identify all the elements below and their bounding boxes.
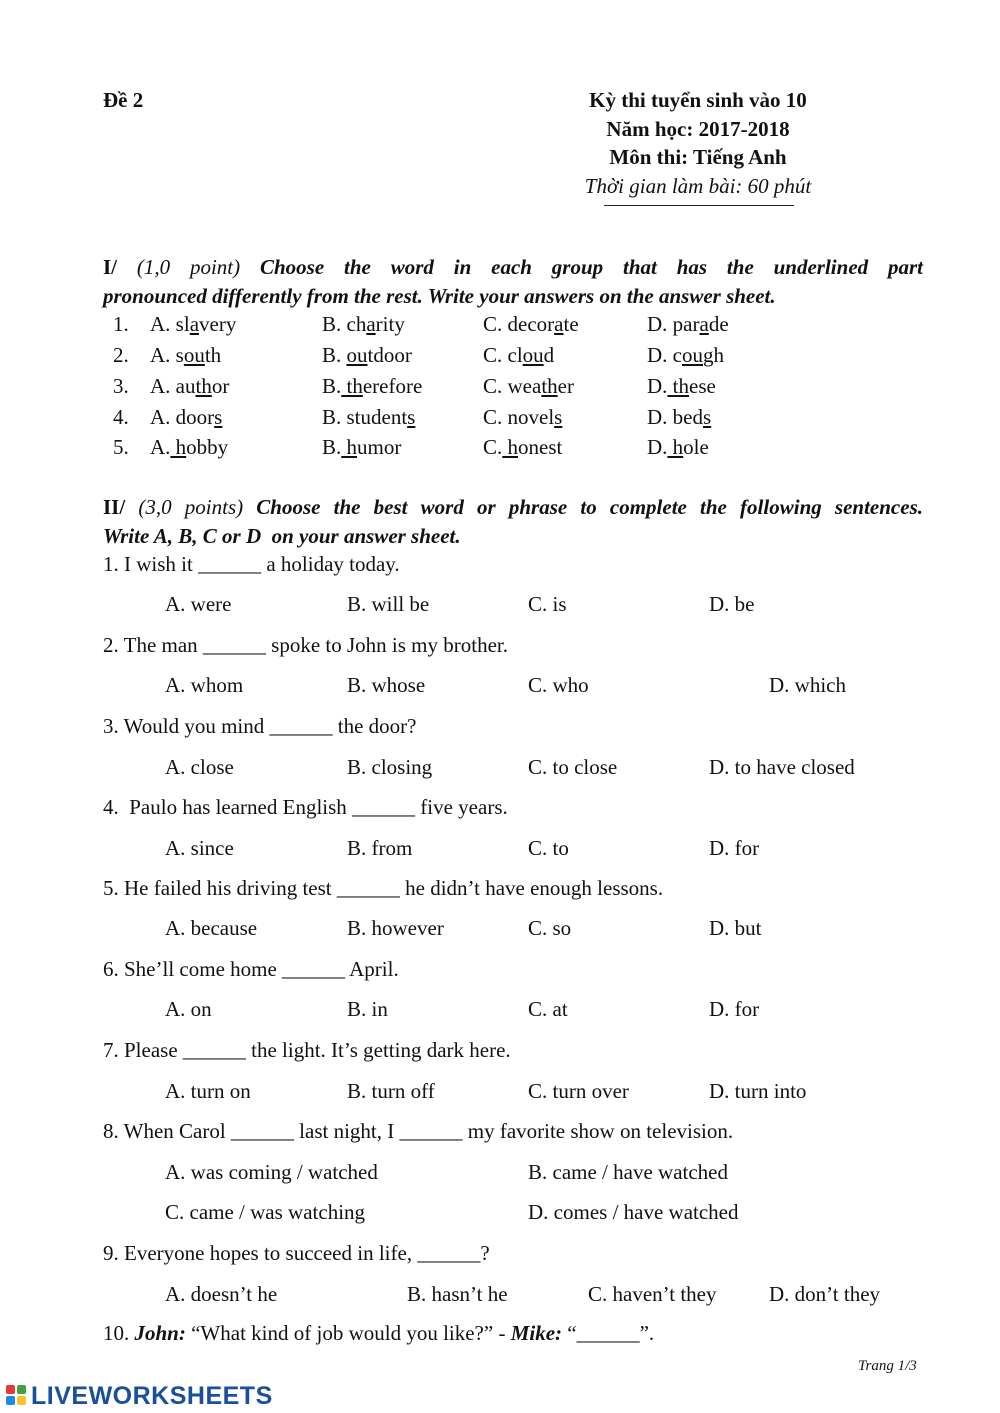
section2-instruction-line2: Write A, B, C or D on your answer sheet. (103, 524, 461, 548)
speaker-john: John: (134, 1321, 186, 1345)
section1-option: C. novels (483, 405, 563, 429)
answer-option: A. since (165, 836, 234, 860)
section1-option: A. hobby (150, 435, 229, 459)
exam-label: Đề 2 (103, 88, 144, 112)
section1-option: C. decorate (483, 312, 579, 336)
section1-question-num: 2. (113, 343, 129, 367)
logo-square (6, 1396, 15, 1405)
section1-option: B. students (322, 405, 416, 429)
section2-points: (3,0 points) (125, 495, 257, 519)
answer-option: D. which (769, 673, 846, 697)
section1-option: B. therefore (322, 374, 423, 398)
answer-option: B. however (347, 916, 444, 940)
liveworksheets-logo[interactable] (6, 1382, 273, 1410)
section1-roman: I/ (103, 255, 118, 279)
question-stem: 1. I wish it ______ a holiday today. (103, 552, 400, 576)
section1-option: B. charity (322, 312, 405, 336)
answer-option: C. to close (528, 755, 618, 779)
answer-option: D. to have closed (709, 755, 855, 779)
section1-option: B. humor (322, 435, 402, 459)
section1-question-num: 1. (113, 312, 129, 336)
section1-instruction-text: Choose the word in each group that has the underlined part (260, 255, 923, 279)
answer-option: C. turn over (528, 1079, 629, 1103)
section1-option: C. weather (483, 374, 574, 398)
answer-option: D. turn into (709, 1079, 807, 1103)
section1-option: A. south (150, 343, 222, 367)
question-stem: 8. When Carol ______ last night, I ______ my favorite show on television. (103, 1119, 734, 1143)
answer-option: A. close (165, 755, 234, 779)
answer-option: B. came / have watched (528, 1160, 728, 1184)
school-year: Năm học: 2017-2018 (606, 117, 790, 141)
section2-roman: II/ (103, 495, 126, 519)
answer-option: C. so (528, 916, 572, 940)
section1-option: A. slavery (150, 312, 237, 336)
time-limit: Thời gian làm bài: 60 phút (584, 174, 812, 198)
section1-option: A. author (150, 374, 230, 398)
answer-option: A. whom (165, 673, 244, 697)
section1-option: C. cloud (483, 343, 555, 367)
answer-option: B. closing (347, 755, 433, 779)
answer-option: B. will be (347, 592, 430, 616)
answer-option: C. who (528, 673, 589, 697)
answer-option: A. on (165, 997, 212, 1021)
section1-option: B. outdoor (322, 343, 412, 367)
answer-option: B. in (347, 997, 388, 1021)
logo-square (6, 1385, 15, 1394)
section1-option: D. beds (647, 405, 712, 429)
section1-option: A. doors (150, 405, 223, 429)
answer-option: A. turn on (165, 1079, 251, 1103)
question-stem: 4. Paulo has learned English ______ five years. (103, 795, 508, 819)
answer-option: D. comes / have watched (528, 1200, 739, 1224)
question-stem: 9. Everyone hopes to succeed in life, ______? (103, 1241, 490, 1265)
logo-square (17, 1396, 26, 1405)
answer-option: B. hasn’t he (407, 1282, 508, 1306)
answer-option: C. came / was watching (165, 1200, 366, 1224)
answer-option: D. don’t they (769, 1282, 881, 1306)
question-stem: 5. He failed his driving test ______ he didn’t have enough lessons. (103, 876, 664, 900)
question-stem: 3. Would you mind ______ the door? (103, 714, 417, 738)
subject: Môn thi: Tiếng Anh (609, 145, 787, 169)
question-stem: 10. John: “What kind of job would you like?” - Mike: “______”. (103, 1321, 655, 1345)
section2-instruction-text: Choose the best word or phrase to complete the following sentences. (256, 495, 923, 519)
section1-instruction-line1 (103, 257, 923, 278)
question-stem: 2. The man ______ spoke to John is my brother. (103, 633, 508, 657)
section1-question-num: 3. (113, 374, 129, 398)
answer-option: B. turn off (347, 1079, 435, 1103)
section1-option: D. parade (647, 312, 729, 336)
answer-option: A. was coming / watched (165, 1160, 378, 1184)
section1-question-num: 5. (113, 435, 129, 459)
answer-option: C. to (528, 836, 569, 860)
answer-option: C. at (528, 997, 568, 1021)
answer-option: A. because (165, 916, 258, 940)
question-stem: 6. She’ll come home ______ April. (103, 957, 399, 981)
page-number: Trang 1/3 (858, 1358, 917, 1374)
section1-points: (1,0 point) (117, 255, 260, 279)
answer-option: D. for (709, 997, 760, 1021)
logo-grid-icon (6, 1385, 28, 1407)
answer-option: D. for (709, 836, 760, 860)
section1-instruction-line2: pronounced differently from the rest. Write your answers on the answer sheet. (103, 284, 776, 308)
question-stem: 7. Please ______ the light. It’s getting dark here. (103, 1038, 511, 1062)
answer-option: D. but (709, 916, 762, 940)
answer-option: B. from (347, 836, 413, 860)
answer-option: A. doesn’t he (165, 1282, 278, 1306)
section1-question-num: 4. (113, 405, 129, 429)
section1-option: C. honest (483, 435, 563, 459)
section1-option: D. these (647, 374, 716, 398)
answer-option: D. be (709, 592, 755, 616)
section1-option: D. cough (647, 343, 724, 367)
answer-option: C. haven’t they (588, 1282, 717, 1306)
exam-title: Kỳ thi tuyển sinh vào 10 (589, 88, 807, 112)
answer-option: A. were (165, 592, 232, 616)
logo-text: LIVEWORKSHEETS (31, 1381, 273, 1410)
section2-instruction-line1 (103, 497, 923, 518)
section1-option: D. hole (647, 435, 709, 459)
answer-option: C. is (528, 592, 567, 616)
header-divider (604, 205, 794, 206)
logo-square (17, 1385, 26, 1394)
speaker-mike: Mike: (510, 1321, 563, 1345)
answer-option: B. whose (347, 673, 426, 697)
